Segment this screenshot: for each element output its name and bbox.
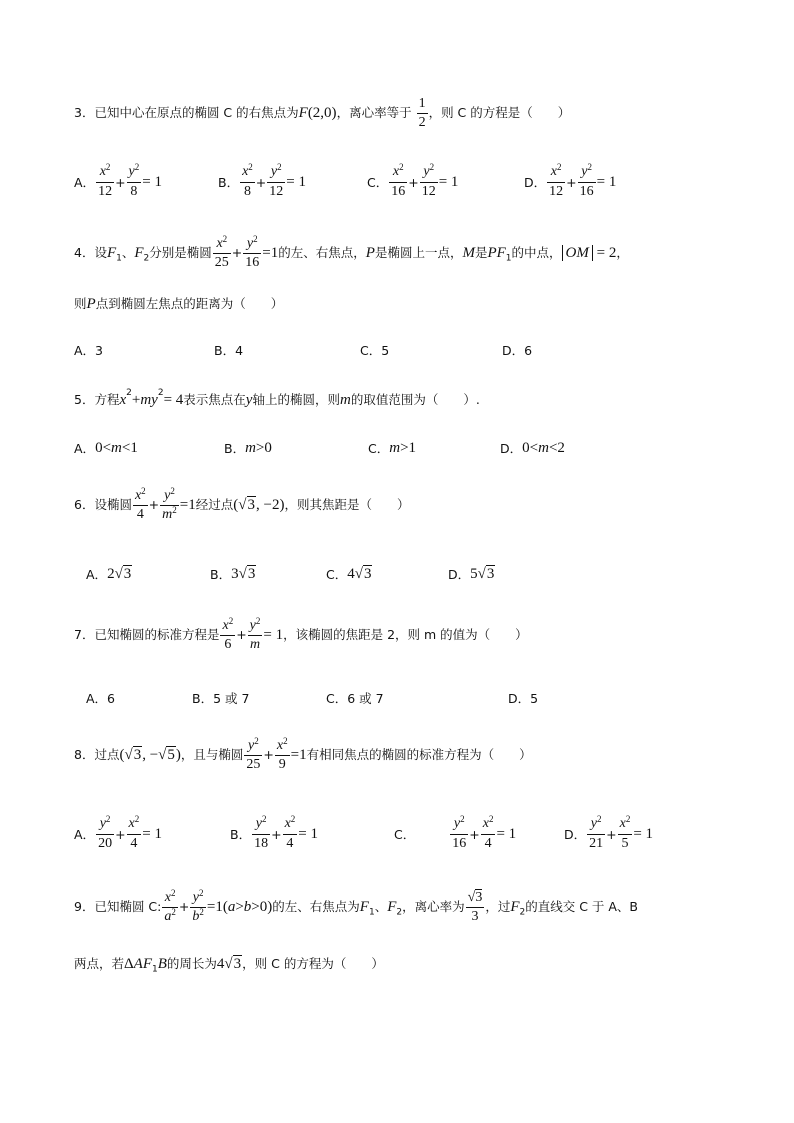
q7-option-c[interactable]: C．6 或 7 bbox=[326, 691, 384, 706]
q5-option-a[interactable]: A． 0< m <1 bbox=[74, 439, 138, 456]
question-6: 6．设椭圆 $\frac{x^2}{4}$ + $\frac{y^2}{m^2}$ =1经过点(√3, −2)，则其焦距是（ ） bbox=[74, 486, 410, 523]
q3-text-pre: 3．已知中心在原点的椭圆 C 的右焦点为 bbox=[74, 105, 299, 121]
q5-option-c[interactable]: C． m >1 bbox=[368, 439, 417, 456]
q5-options bbox=[74, 428, 754, 468]
question-4-line2: 则P点到椭圆左焦点的距离为（ ） bbox=[74, 296, 284, 312]
question-4: 4．设$F_1$、$F_2$分别是椭圆 $\frac{x^2}{25}$ + $\frac{y^2}{16}$ =1的左、右焦点，P是椭圆上一点，M是$PF_1$的中点， OM = 2， bbox=[74, 234, 629, 271]
q3-text-mid: ，离心率等于 bbox=[336, 105, 412, 121]
q5-option-b[interactable]: B． m >0 bbox=[224, 439, 272, 456]
q6-option-d[interactable]: D． 5√3 bbox=[448, 565, 495, 582]
q3-option-c[interactable]: C． $\frac{x^2}{16}$ + $\frac{y^2}{12}$ = 1 bbox=[367, 162, 459, 199]
q3-option-b[interactable]: B． $\frac{x^2}{8}$ + $\frac{y^2}{12}$ = 1 bbox=[218, 162, 306, 199]
question-8: 8．过点(√3, −√5)，且与椭圆 $\frac{y^2}{25}$ + $\frac{x^2}{9}$ =1有相同焦点的椭圆的标准方程为（ ） bbox=[74, 736, 532, 773]
q7-option-a[interactable]: A．6 bbox=[86, 691, 116, 706]
q7-option-d[interactable]: D．5 bbox=[508, 691, 539, 706]
question-3: 3．已知中心在原点的椭圆 C 的右焦点为F(2,0)，离心率等于 $\frac{1}{2}$ ，则 C 的方程是（ ） bbox=[74, 96, 571, 131]
question-9-line2: 两点，若$\Delta AF_1B$的周长为4√3，则 C 的方程为（ ） bbox=[74, 956, 384, 975]
q7-option-b[interactable]: B．5 或 7 bbox=[192, 691, 250, 706]
q8-option-b[interactable]: B． $\frac{y^2}{18}$ + $\frac{x^2}{4}$ = 1 bbox=[230, 814, 318, 851]
q4-option-d[interactable]: D．6 bbox=[502, 343, 533, 358]
q4-option-c[interactable]: C．5 bbox=[360, 343, 390, 358]
q4-options bbox=[74, 330, 754, 370]
question-9: 9．已知椭圆 C: $\frac{x^2}{a^2}$ + $\frac{y^2}{b^2}$ =1(a>b>0)的左、右焦点为$F_1$、$F_2$，离心率为 $\frac{√3}{3}$ ，过$F_2$的直线交 C 于 A、B bbox=[74, 888, 639, 925]
q8-option-c[interactable]: C． $\frac{y^2}{16}$ + $\frac{x^2}{4}$ = 1 bbox=[394, 814, 517, 851]
q3-option-d[interactable]: D． $\frac{x^2}{12}$ + $\frac{y^2}{16}$ = 1 bbox=[524, 162, 617, 199]
q5-option-d[interactable]: D． 0< m <2 bbox=[500, 439, 565, 456]
question-5: 5．方程$x^2+my^2= 4$表示焦点在y轴上的椭圆，则m的取值范围为（ ）. bbox=[74, 388, 480, 408]
q3-text-post: ，则 C 的方程是（ ） bbox=[428, 105, 571, 121]
q8-option-a[interactable]: A． $\frac{y^2}{20}$ + $\frac{x^2}{4}$ = 1 bbox=[74, 814, 162, 851]
q3-option-a[interactable]: A． $\frac{x^2}{12}$ + $\frac{y^2}{8}$ = 1 bbox=[74, 162, 162, 199]
question-7: 7．已知椭圆的标准方程是 $\frac{x^2}{6}$ + $\frac{y^2}{m}$ = 1，该椭圆的焦距是 2，则 m 的值为（ ） bbox=[74, 616, 528, 653]
q6-option-c[interactable]: C． 4√3 bbox=[326, 565, 372, 582]
q6-option-a[interactable]: A． 2√3 bbox=[86, 565, 132, 582]
q3-options bbox=[74, 162, 754, 202]
q7-options bbox=[74, 678, 754, 718]
q6-options bbox=[74, 554, 754, 594]
q6-option-b[interactable]: B． 3√3 bbox=[210, 565, 256, 582]
q8-options bbox=[74, 814, 754, 854]
q4-option-b[interactable]: B．4 bbox=[214, 343, 244, 358]
q8-option-d[interactable]: D． $\frac{y^2}{21}$ + $\frac{x^2}{5}$ = 1 bbox=[564, 814, 654, 851]
q4-option-a[interactable]: A．3 bbox=[74, 343, 104, 358]
